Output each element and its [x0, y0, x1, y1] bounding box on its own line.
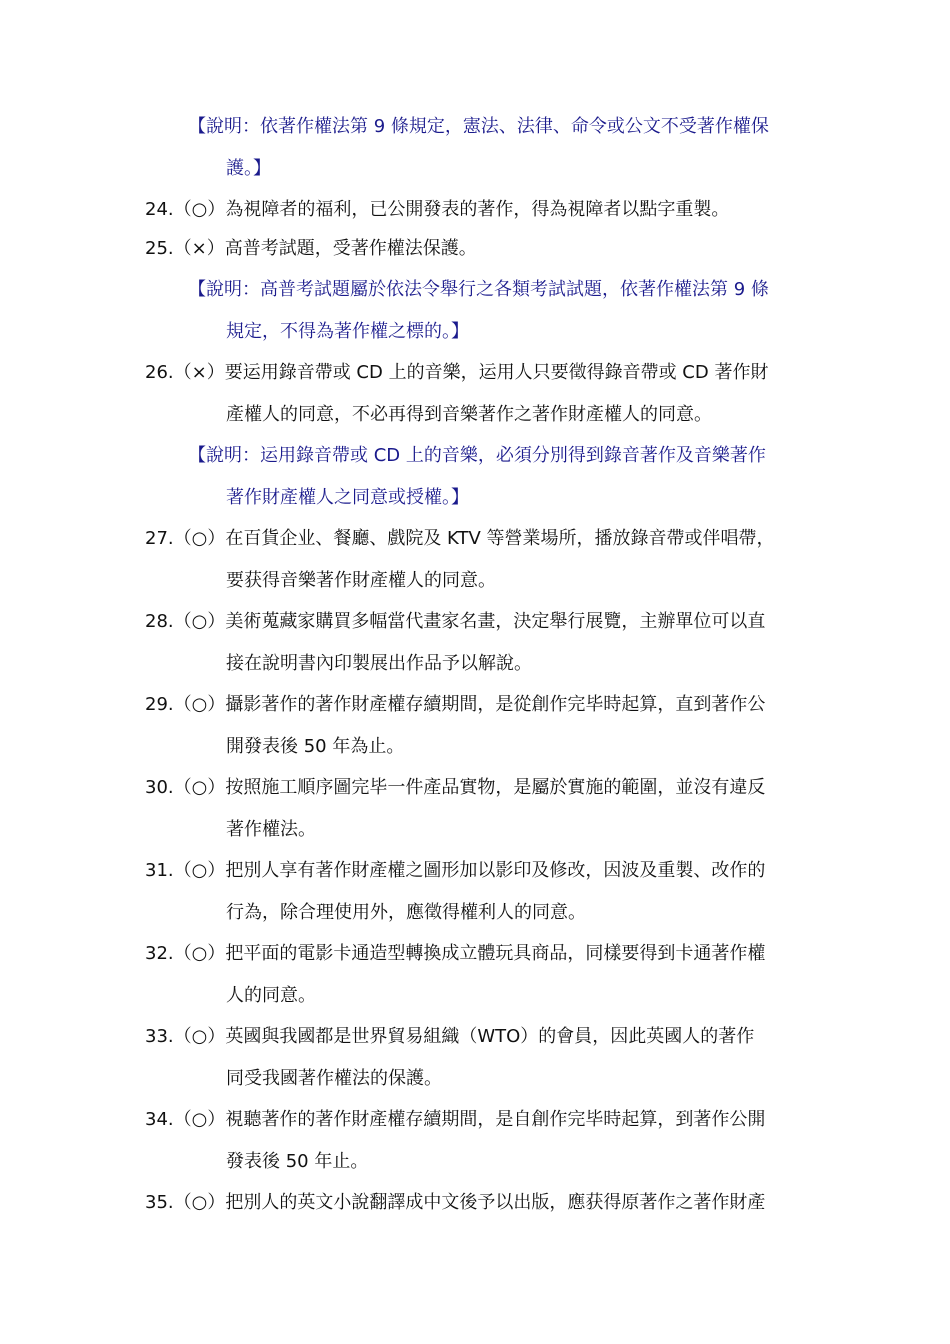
- question-line: 發表後 50 年止。: [226, 1151, 369, 1172]
- question-29: 29.（○）攝影著作的著作財產權存續期間，是從創作完毕時起算，直到著作公: [145, 694, 766, 715]
- question-33: 33.（○）英國與我國都是世界貿易組織（WTO）的會員，因此英國人的著作: [145, 1026, 755, 1047]
- question-line: 同受我國著作權法的保護。: [226, 1068, 442, 1089]
- question-31: 31.（○）把別人享有著作財產權之圖形加以影印及修改，因波及重製、改作的: [145, 860, 766, 881]
- note-line: 【說明：运用錄音帶或 CD 上的音樂，必須分別得到錄音著作及音樂著作: [188, 445, 766, 466]
- question-line: 開發表後 50 年為止。: [226, 736, 405, 757]
- note-line: 【說明：高普考試題屬於依法令舉行之各類考試試題，依著作權法第 9 條: [188, 279, 769, 300]
- question-34: 34.（○）視聽著作的著作財產權存續期間，是自創作完毕時起算，到著作公開: [145, 1109, 766, 1130]
- question-line: 要获得音樂著作財產權人的同意。: [226, 570, 496, 591]
- question-line: 產權人的同意，不必再得到音樂著作之著作財產權人的同意。: [226, 404, 712, 425]
- question-line: 著作權法。: [226, 819, 316, 840]
- question-25: 25.（×）高普考試題，受著作權法保護。: [145, 238, 477, 259]
- note-line: 【說明：依著作權法第 9 條規定，憲法、法律、命令或公文不受著作權保: [188, 116, 769, 137]
- note-line: 護。】: [226, 158, 271, 179]
- question-28: 28.（○）美術蒐藏家購買多幅當代畫家名畫，決定舉行展覽，主辦單位可以直: [145, 611, 766, 632]
- question-30: 30.（○）按照施工順序圖完毕一件產品實物，是屬於實施的範圍，並沒有違反: [145, 777, 766, 798]
- note-line: 著作財產權人之同意或授權。】: [226, 487, 469, 508]
- question-32: 32.（○）把平面的電影卡通造型轉換成立體玩具商品，同樣要得到卡通著作權: [145, 943, 766, 964]
- question-27: 27.（○）在百貨企业、餐廳、戲院及 KTV 等營業場所，播放錄音帶或伴唱帶，: [145, 528, 775, 549]
- question-line: 行為，除合理使用外，應徵得權利人的同意。: [226, 902, 586, 923]
- question-line: 接在說明書內印製展出作品予以解說。: [226, 653, 532, 674]
- question-24: 24.（○）為視障者的福利，已公開發表的著作，得為視障者以點字重製。: [145, 199, 730, 220]
- question-line: 人的同意。: [226, 985, 316, 1006]
- question-35: 35.（○）把別人的英文小說翻譯成中文後予以出版，應获得原著作之著作財產: [145, 1192, 766, 1213]
- note-line: 規定，不得為著作權之標的。】: [226, 321, 469, 342]
- question-26: 26.（×）要运用錄音帶或 CD 上的音樂，运用人只要徵得錄音帶或 CD 著作財: [145, 362, 769, 383]
